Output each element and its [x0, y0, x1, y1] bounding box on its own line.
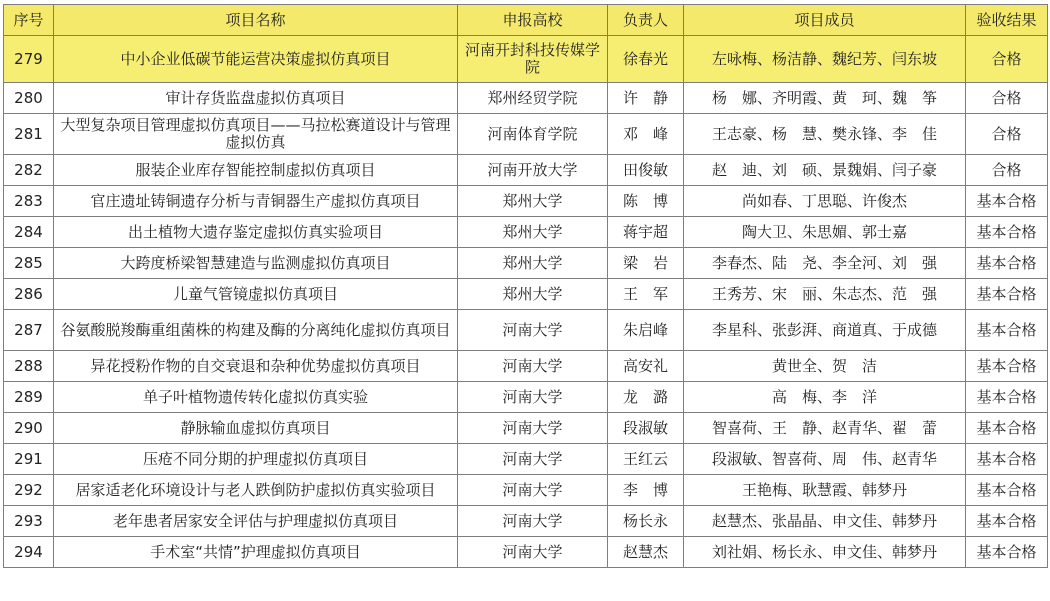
header-serial: 序号: [4, 5, 54, 36]
header-school: 申报高校: [458, 5, 608, 36]
cell-project-name: 手术室“共情”护理虚拟仿真项目: [54, 537, 458, 568]
header-members: 项目成员: [684, 5, 966, 36]
cell-serial: 286: [4, 279, 54, 310]
cell-members: 李星科、张彭湃、商道真、于成德: [684, 310, 966, 351]
cell-members: 陶大卫、朱思媚、郭士嘉: [684, 217, 966, 248]
cell-leader: 龙 潞: [608, 382, 684, 413]
cell-project-name: 中小企业低碳节能运营决策虚拟仿真项目: [54, 36, 458, 83]
cell-school: 郑州大学: [458, 186, 608, 217]
table-row: [4, 186, 1048, 217]
cell-result: 合格: [966, 36, 1048, 83]
table-row: [4, 475, 1048, 506]
cell-project-name: 居家适老化环境设计与老人跌倒防护虚拟仿真实验项目: [54, 475, 458, 506]
table-row: [4, 506, 1048, 537]
cell-school: 郑州大学: [458, 248, 608, 279]
cell-project-name: 老年患者居家安全评估与护理虚拟仿真项目: [54, 506, 458, 537]
cell-serial: 287: [4, 310, 54, 351]
cell-result: 合格: [966, 83, 1048, 114]
table-row: [4, 310, 1048, 351]
cell-serial: 285: [4, 248, 54, 279]
table-row: [4, 114, 1048, 155]
cell-school: 郑州大学: [458, 217, 608, 248]
cell-project-name: 单子叶植物遗传转化虚拟仿真实验: [54, 382, 458, 413]
cell-serial: 291: [4, 444, 54, 475]
cell-school: 郑州大学: [458, 279, 608, 310]
cell-school: 河南开封科技传媒学院: [458, 36, 608, 83]
cell-result: 基本合格: [966, 248, 1048, 279]
cell-project-name: 异花授粉作物的自交衰退和杂种优势虚拟仿真项目: [54, 351, 458, 382]
table-row: [4, 248, 1048, 279]
cell-leader: 王 军: [608, 279, 684, 310]
cell-members: 左咏梅、杨洁静、魏纪芳、闫东坡: [684, 36, 966, 83]
cell-serial: 281: [4, 114, 54, 155]
cell-serial: 294: [4, 537, 54, 568]
cell-school: 河南大学: [458, 351, 608, 382]
cell-school: 河南开放大学: [458, 155, 608, 186]
cell-project-name: 大跨度桥梁智慧建造与监测虚拟仿真项目: [54, 248, 458, 279]
cell-result: 基本合格: [966, 279, 1048, 310]
cell-school: 河南大学: [458, 506, 608, 537]
cell-leader: 邓 峰: [608, 114, 684, 155]
cell-members: 赵慧杰、张晶晶、申文佳、韩梦丹: [684, 506, 966, 537]
cell-result: 基本合格: [966, 217, 1048, 248]
cell-school: 河南大学: [458, 444, 608, 475]
cell-members: 段淑敏、智喜荷、周 伟、赵青华: [684, 444, 966, 475]
cell-project-name: 压疮不同分期的护理虚拟仿真项目: [54, 444, 458, 475]
cell-result: 基本合格: [966, 351, 1048, 382]
cell-result: 基本合格: [966, 186, 1048, 217]
table-row: [4, 36, 1048, 83]
cell-serial: 280: [4, 83, 54, 114]
table-row: [4, 217, 1048, 248]
cell-serial: 279: [4, 36, 54, 83]
cell-leader: 李 博: [608, 475, 684, 506]
cell-leader: 陈 博: [608, 186, 684, 217]
cell-school: 河南大学: [458, 537, 608, 568]
cell-members: 智喜荷、王 静、赵青华、翟 蕾: [684, 413, 966, 444]
cell-result: 合格: [966, 114, 1048, 155]
cell-leader: 徐春光: [608, 36, 684, 83]
cell-serial: 284: [4, 217, 54, 248]
cell-members: 刘社娟、杨长永、申文佳、韩梦丹: [684, 537, 966, 568]
cell-serial: 290: [4, 413, 54, 444]
cell-leader: 梁 岩: [608, 248, 684, 279]
cell-serial: 288: [4, 351, 54, 382]
cell-result: 基本合格: [966, 310, 1048, 351]
cell-members: 王志豪、杨 慧、樊永锋、李 佳: [684, 114, 966, 155]
cell-leader: 蒋宇超: [608, 217, 684, 248]
cell-serial: 292: [4, 475, 54, 506]
table-row: [4, 444, 1048, 475]
cell-school: 河南大学: [458, 310, 608, 351]
project-acceptance-table: [3, 4, 1048, 568]
cell-result: 基本合格: [966, 413, 1048, 444]
project-table-container: [3, 4, 1048, 568]
table-row: [4, 351, 1048, 382]
cell-school: 河南大学: [458, 475, 608, 506]
cell-serial: 293: [4, 506, 54, 537]
cell-leader: 高安礼: [608, 351, 684, 382]
cell-serial: 282: [4, 155, 54, 186]
cell-project-name: 静脉输血虚拟仿真项目: [54, 413, 458, 444]
cell-result: 基本合格: [966, 475, 1048, 506]
cell-school: 河南大学: [458, 382, 608, 413]
table-row: [4, 83, 1048, 114]
cell-project-name: 大型复杂项目管理虚拟仿真项目——马拉松赛道设计与管理虚拟仿真: [54, 114, 458, 155]
cell-project-name: 出土植物大遗存鉴定虚拟仿真实验项目: [54, 217, 458, 248]
cell-members: 赵 迪、刘 硕、景魏娟、闫子豪: [684, 155, 966, 186]
cell-members: 尚如春、丁思聪、许俊杰: [684, 186, 966, 217]
cell-leader: 赵慧杰: [608, 537, 684, 568]
cell-leader: 许 静: [608, 83, 684, 114]
cell-members: 高 梅、李 洋: [684, 382, 966, 413]
cell-leader: 王红云: [608, 444, 684, 475]
table-row: [4, 279, 1048, 310]
cell-serial: 283: [4, 186, 54, 217]
cell-project-name: 儿童气管镜虚拟仿真项目: [54, 279, 458, 310]
cell-result: 基本合格: [966, 444, 1048, 475]
cell-leader: 杨长永: [608, 506, 684, 537]
cell-project-name: 审计存货监盘虚拟仿真项目: [54, 83, 458, 114]
table-header-row: [4, 5, 1048, 36]
table-row: [4, 413, 1048, 444]
cell-members: 王艳梅、耿慧霞、韩梦丹: [684, 475, 966, 506]
cell-leader: 朱启峰: [608, 310, 684, 351]
cell-members: 黄世全、贺 洁: [684, 351, 966, 382]
cell-serial: 289: [4, 382, 54, 413]
cell-members: 王秀芳、宋 丽、朱志杰、范 强: [684, 279, 966, 310]
cell-members: 杨 娜、齐明霞、黄 珂、魏 筝: [684, 83, 966, 114]
header-project-name: 项目名称: [54, 5, 458, 36]
cell-project-name: 谷氨酸脱羧酶重组菌株的构建及酶的分离纯化虚拟仿真项目: [54, 310, 458, 351]
cell-result: 基本合格: [966, 382, 1048, 413]
cell-school: 郑州经贸学院: [458, 83, 608, 114]
cell-project-name: 官庄遗址铸铜遗存分析与青铜器生产虚拟仿真项目: [54, 186, 458, 217]
cell-members: 李春杰、陆 尧、李全河、刘 强: [684, 248, 966, 279]
cell-leader: 田俊敏: [608, 155, 684, 186]
table-row: [4, 537, 1048, 568]
cell-result: 合格: [966, 155, 1048, 186]
cell-school: 河南大学: [458, 413, 608, 444]
table-row: [4, 155, 1048, 186]
table-row: [4, 382, 1048, 413]
header-result: 验收结果: [966, 5, 1048, 36]
cell-project-name: 服装企业库存智能控制虚拟仿真项目: [54, 155, 458, 186]
cell-leader: 段淑敏: [608, 413, 684, 444]
header-leader: 负责人: [608, 5, 684, 36]
cell-result: 基本合格: [966, 537, 1048, 568]
cell-school: 河南体育学院: [458, 114, 608, 155]
cell-result: 基本合格: [966, 506, 1048, 537]
